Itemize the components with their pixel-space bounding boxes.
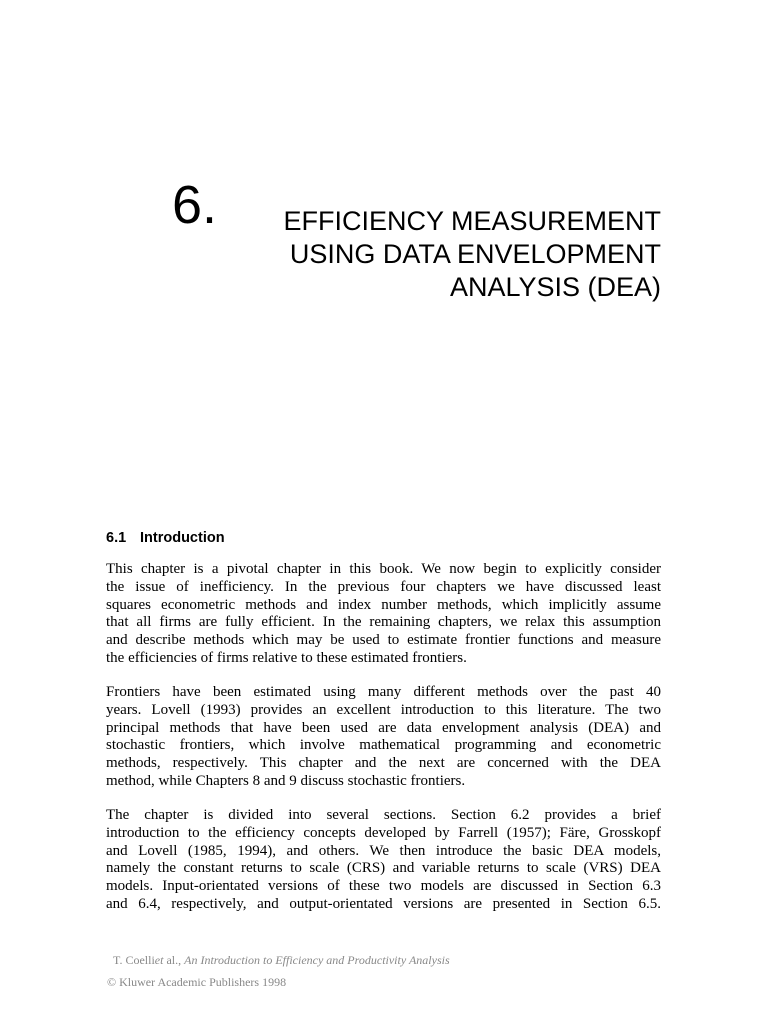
footer-etal: et [154,953,164,967]
footer-al: al., [163,953,182,967]
text-line: methods, respectively. This chapter and the next are concerned with the DEA [106,755,661,772]
chapter-title-line: EFFICIENCY MEASUREMENT [283,206,661,236]
footer-book-title: An Introduction to Efficiency and Productivity Analysis [184,953,450,967]
text-line: and describe methods which may be used to estimate frontier functions and measure [106,632,661,649]
text-line: method, while Chapters 8 and 9 discuss stochastic frontiers. [106,772,466,789]
text-line: that all firms are fully efficient. In the remaining chapters, we relax this assumption [106,614,661,631]
text-line: Frontiers have been estimated using many different methods over the past 40 [106,684,661,700]
text-line: models. Input-orientated versions of these two models are discussed in Section 6.3 [106,878,661,895]
section-number: 6.1 [106,530,127,546]
paragraph [106,807,661,914]
text-line: principal methods that have been used are data envelopment analysis (DEA) and [106,719,661,736]
paragraph [106,561,661,668]
text-line: This chapter is a pivotal chapter in this book. We now begin to explicitly consider [106,561,661,577]
section-title: Introduction [140,530,225,546]
chapter-title-line: ANALYSIS (DEA) [449,272,661,302]
text-line: introduction to the efficiency concepts developed by Farrell (1957); Färe, Grosskopf [106,824,661,841]
text-line: and 6.4, respectively, and output-orientated versions are presented in Section 6.5. [106,895,661,912]
paragraph [106,684,661,791]
footer-copyright: © Kluwer Academic Publishers 1998 [107,975,287,989]
text-line: namely the constant returns to scale (CRS) and variable returns to scale (VRS) DEA [106,860,661,877]
text-line: the issue of inefficiency. In the previous four chapters we have discussed least [106,578,661,595]
text-line: The chapter is divided into several sections. Section 6.2 provides a brief [106,807,661,823]
text-line: stochastic frontiers, which involve mathematical programming and econometric [106,737,661,754]
footer-citation [113,952,450,968]
chapter-title-line: USING DATA ENVELOPMENT [289,239,661,269]
text-line: squares econometric methods and index number methods, which implicitly assume [106,596,661,613]
text-line: and Lovell (1985, 1994), and others. We then introduce the basic DEA models, [106,842,661,859]
text-line: the efficiencies of firms relative to these estimated frontiers. [106,649,467,666]
text-line: years. Lovell (1993) provides an excellent introduction to this literature. The two [106,701,661,718]
footer-author: T. Coelli [113,953,155,967]
chapter-number: 6. [172,175,218,235]
section-heading [106,529,225,547]
chapter-title [240,205,661,304]
